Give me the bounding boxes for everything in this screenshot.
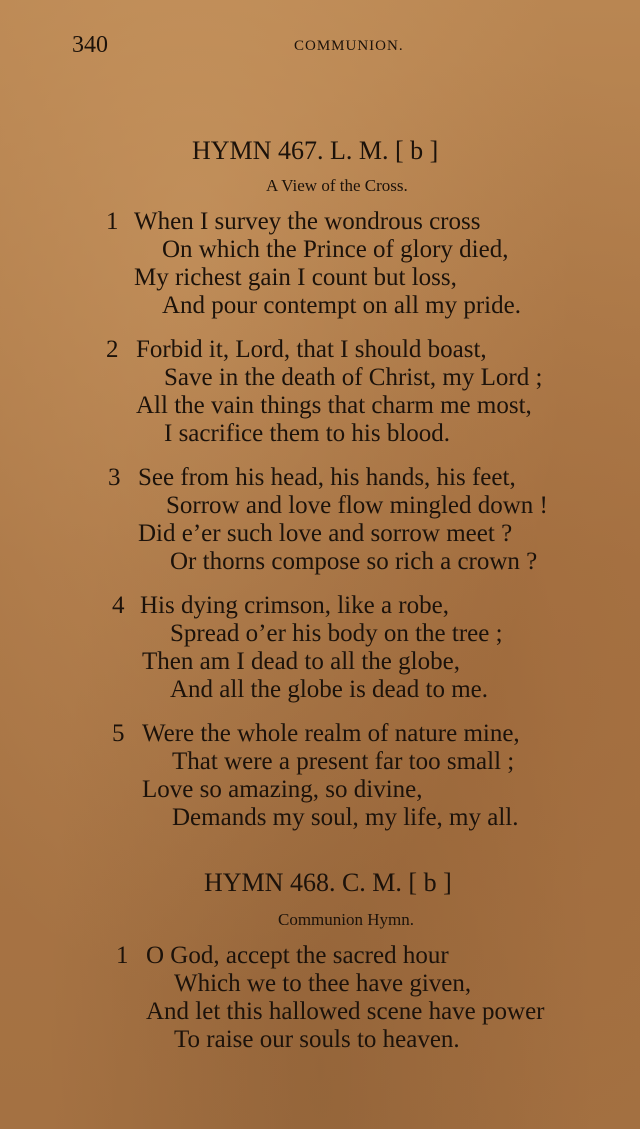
verse-line: Then am I dead to all the globe, bbox=[142, 648, 460, 675]
verse-line: And let this hallowed scene have power bbox=[146, 998, 545, 1025]
verse-line: Did e’er such love and sorrow meet ? bbox=[138, 520, 513, 547]
verse-number: 4 bbox=[112, 592, 125, 619]
verse-line: And pour contempt on all my pride. bbox=[162, 292, 521, 319]
verse-line: Save in the death of Christ, my Lord ; bbox=[164, 364, 543, 391]
verse-number: 1 bbox=[116, 942, 129, 969]
verse-line: His dying crimson, like a robe, bbox=[140, 592, 449, 619]
verse-line: Or thorns compose so rich a crown ? bbox=[170, 548, 538, 575]
verse-number: 2 bbox=[106, 336, 119, 363]
hymn-subtitle: Communion Hymn. bbox=[278, 910, 415, 929]
verse-line: I sacrifice them to his blood. bbox=[164, 420, 451, 447]
hymn-heading: HYMN 468. C. M. [ b ] bbox=[204, 868, 452, 897]
verse-line: Love so amazing, so divine, bbox=[142, 776, 423, 803]
verse-line: Forbid it, Lord, that I should boast, bbox=[136, 336, 487, 363]
running-title: COMMUNION. bbox=[294, 38, 404, 54]
verse-line: See from his head, his hands, his feet, bbox=[138, 464, 516, 491]
page-number: 340 bbox=[72, 32, 108, 58]
verse-line: And all the globe is dead to me. bbox=[170, 676, 488, 703]
verse-line: My richest gain I count but loss, bbox=[134, 264, 457, 291]
verse-number: 5 bbox=[112, 720, 125, 747]
verse-line: All the vain things that charm me most, bbox=[136, 392, 532, 419]
running-head bbox=[72, 32, 552, 62]
verse-line: That were a present far too small ; bbox=[172, 748, 515, 775]
hymn-subtitle: A View of the Cross. bbox=[266, 176, 408, 195]
verse-number: 1 bbox=[106, 208, 119, 235]
verse-line: O God, accept the sacred hour bbox=[146, 942, 449, 969]
verse-line: When I survey the wondrous cross bbox=[134, 208, 481, 235]
verse-line: Demands my soul, my life, my all. bbox=[172, 804, 519, 831]
verse-number: 3 bbox=[108, 464, 121, 491]
verse-line: Which we to thee have given, bbox=[174, 970, 472, 997]
verse-line: Were the whole realm of nature mine, bbox=[142, 720, 520, 747]
hymn-heading: HYMN 467. L. M. [ b ] bbox=[192, 136, 439, 165]
verse-line: Sorrow and love flow mingled down ! bbox=[166, 492, 548, 519]
verse-line: On which the Prince of glory died, bbox=[162, 236, 509, 263]
verse-line: To raise our souls to heaven. bbox=[174, 1026, 460, 1053]
verse-line: Spread o’er his body on the tree ; bbox=[170, 620, 503, 647]
